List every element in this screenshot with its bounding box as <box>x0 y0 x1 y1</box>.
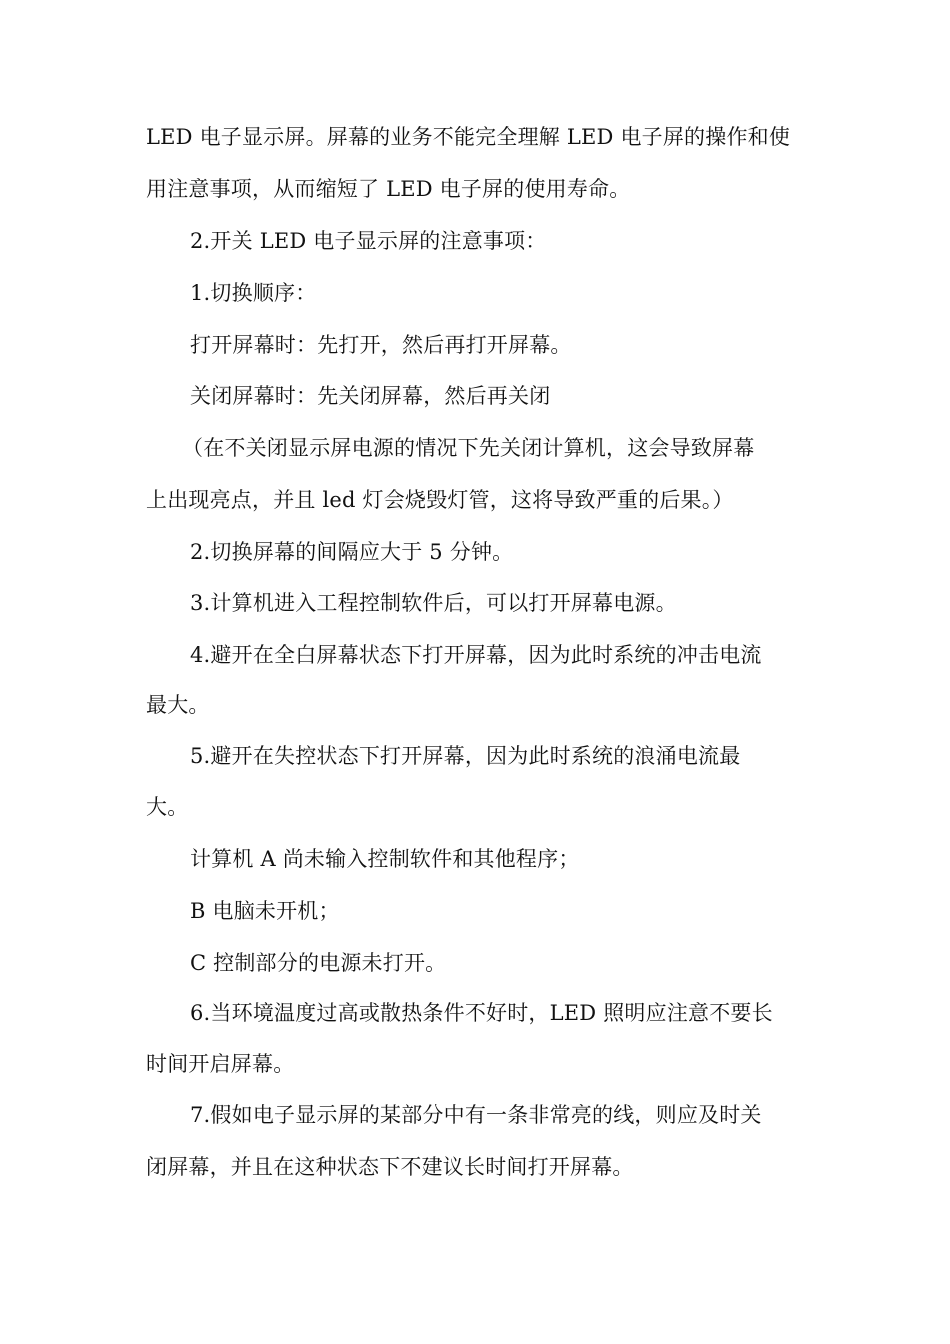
text-line: 5.避开在失控状态下打开屏幕，因为此时系统的浪涌电流最 <box>190 744 741 768</box>
text-line: 最大。 <box>146 693 210 717</box>
text-line: （在不关闭显示屏电源的情况下先关闭计算机，这会导致屏幕 <box>182 436 755 460</box>
text-line: 闭屏幕，并且在这种状态下不建议长时间打开屏幕。 <box>146 1155 634 1179</box>
text-line: 4.避开在全白屏幕状态下打开屏幕，因为此时系统的冲击电流 <box>190 643 762 667</box>
text-line: 3.计算机进入工程控制软件后，可以打开屏幕电源。 <box>190 591 677 615</box>
text-line: 关闭屏幕时：先关闭屏幕，然后再关闭 <box>190 384 551 408</box>
text-line: 2.切换屏幕的间隔应大于 5 分钟。 <box>190 540 514 564</box>
text-line: 1.切换顺序： <box>190 281 317 305</box>
text-line: 计算机 A 尚未输入控制软件和其他程序； <box>190 847 580 871</box>
text-line: 大。 <box>146 795 189 819</box>
text-line: 7.假如电子显示屏的某部分中有一条非常亮的线，则应及时关 <box>190 1103 762 1127</box>
text-line: 2.开关 LED 电子显示屏的注意事项： <box>190 229 547 253</box>
text-line: 时间开启屏幕。 <box>146 1052 295 1076</box>
text-line: B 电脑未开机； <box>190 899 340 923</box>
text-line: 用注意事项，从而缩短了 LED 电子屏的使用寿命。 <box>146 177 631 201</box>
text-line: LED 电子显示屏。屏幕的业务不能完全理解 LED 电子屏的操作和使 <box>146 125 791 149</box>
text-line: 打开屏幕时：先打开，然后再打开屏幕。 <box>190 333 572 357</box>
text-line: C 控制部分的电源未打开。 <box>190 951 447 975</box>
text-line: 上出现亮点，并且 led 灯会烧毁灯管，这将导致严重的后果。） <box>146 488 734 512</box>
text-line: 6.当环境温度过高或散热条件不好时，LED 照明应注意不要长 <box>190 1001 773 1025</box>
